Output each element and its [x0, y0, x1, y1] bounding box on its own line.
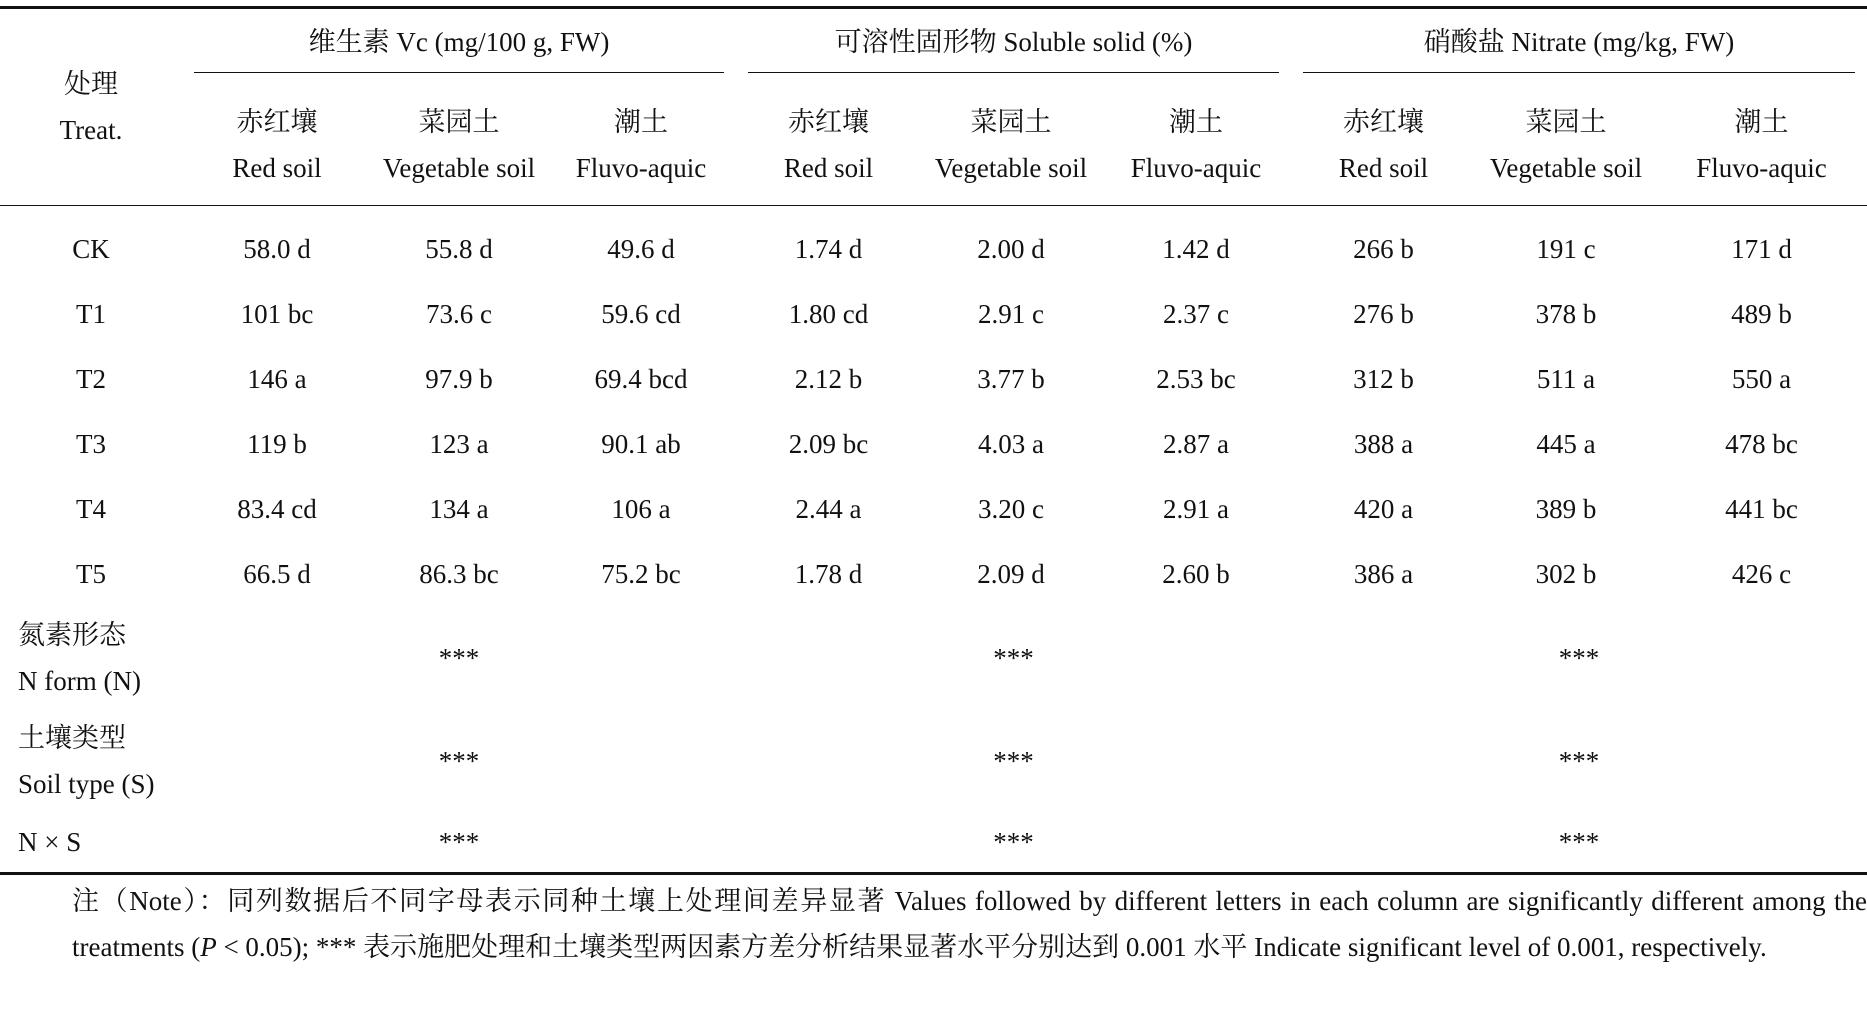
treat-cell: T5: [76, 558, 106, 589]
value-cell: 426 c: [1731, 558, 1792, 589]
value-cell: 388 a: [1353, 428, 1414, 459]
value-cell: 2.60 b: [1162, 558, 1230, 589]
treat-cell: T3: [76, 428, 106, 459]
value-cell: 191 c: [1536, 233, 1596, 264]
value-cell: 66.5 d: [243, 558, 311, 589]
value-cell: 73.6 c: [426, 298, 492, 329]
significance-cell: ***: [736, 812, 1291, 874]
significance-cell: ***: [438, 642, 480, 673]
table-row: [0, 476, 1867, 541]
value-cell: 266 b: [1353, 233, 1414, 264]
value-cell: 119 b: [247, 428, 307, 459]
soil-header: 菜园土 Vegetable soil: [1476, 85, 1656, 206]
value-cell: 101 bc: [240, 298, 314, 329]
treat-header: [0, 9, 182, 206]
soil-header: 潮土 Fluvo-aquic: [546, 85, 736, 206]
value-cell: 445 a: [1536, 428, 1596, 459]
table-row: [0, 281, 1867, 346]
value-cell: 2.91 a: [1163, 493, 1229, 524]
value-cell: 49.6 d: [607, 233, 675, 264]
value-cell: 441 bc: [1725, 493, 1798, 524]
significance-cell: ***: [1558, 745, 1600, 776]
value-cell: 171 d: [1731, 233, 1792, 264]
significance-cell: ***: [993, 745, 1034, 776]
factor-label: N × S: [0, 812, 182, 874]
value-cell: 1.74 d: [794, 233, 863, 264]
value-cell: 59.6 cd: [601, 298, 681, 329]
treat-cell: CK: [72, 233, 110, 264]
significance-cell: ***: [1558, 642, 1600, 673]
value-cell: 1.78 d: [794, 558, 863, 589]
value-cell: 386 a: [1353, 558, 1414, 589]
treat-cell: T1: [76, 298, 106, 329]
value-cell: 75.2 bc: [601, 558, 681, 589]
treat-cell: T4: [76, 493, 106, 524]
table-row: [0, 206, 1867, 282]
soil-header: 菜园土 Vegetable soil: [372, 85, 546, 206]
note-text: 注（Note）：同列数据后不同字母表示同种土壤上处理间差异显著 Values followed by different letters in each column are significantly different among the treatments (P < 0.05); *** 表示施肥处理和土壤类型两因素方差分析结果显著水平分别达到 0.001 水平 Indicate significant level of 0.001, respectively.: [72, 886, 1867, 962]
table-row: [0, 541, 1867, 606]
factor-row-interaction: [0, 812, 1867, 874]
factor-row-n-form: [0, 606, 1867, 709]
value-cell: 312 b: [1353, 363, 1414, 394]
value-cell: 3.20 c: [978, 493, 1044, 524]
value-cell: 478 bc: [1725, 428, 1798, 459]
value-cell: 2.37 c: [1163, 298, 1229, 329]
treat-cell: T2: [76, 363, 106, 394]
value-cell: 420 a: [1353, 493, 1414, 524]
factor-label: 氮素形态 N form (N): [18, 619, 141, 696]
soil-header: 赤红壤 Red soil: [736, 85, 921, 206]
table-row: [0, 411, 1867, 476]
value-cell: 550 a: [1731, 363, 1792, 394]
factor-label: 土壤类型 Soil type (S): [18, 722, 155, 799]
value-cell: 146 a: [247, 363, 307, 394]
value-cell: 1.42 d: [1162, 233, 1230, 264]
value-cell: 276 b: [1353, 298, 1414, 329]
group-header-soluble-solid: 可溶性固形物 Soluble solid (%): [736, 9, 1291, 85]
value-cell: 489 b: [1731, 298, 1792, 329]
table-row: [0, 346, 1867, 411]
treat-header-cn: 处理: [64, 69, 118, 99]
value-cell: 378 b: [1535, 298, 1597, 329]
value-cell: 69.4 bcd: [594, 363, 688, 394]
soil-header: 潮土 Fluvo-aquic: [1656, 85, 1867, 206]
value-cell: 2.09 d: [977, 558, 1045, 589]
group-header-vc: 维生素 Vc (mg/100 g, FW): [182, 9, 736, 85]
value-cell: 90.1 ab: [601, 428, 681, 459]
value-cell: 123 a: [429, 428, 489, 459]
value-cell: 58.0 d: [243, 233, 311, 264]
soil-header: 潮土 Fluvo-aquic: [1101, 85, 1291, 206]
value-cell: 97.9 b: [425, 363, 493, 394]
value-cell: 3.77 b: [977, 363, 1045, 394]
value-cell: 134 a: [429, 493, 489, 524]
table-note: [0, 878, 1867, 970]
soil-header: 赤红壤 Red soil: [182, 85, 372, 206]
value-cell: 389 b: [1535, 493, 1597, 524]
value-cell: 55.8 d: [425, 233, 493, 264]
value-cell: 1.80 cd: [788, 298, 869, 329]
soil-header: 赤红壤 Red soil: [1291, 85, 1476, 206]
results-table: [0, 6, 1867, 875]
significance-cell: ***: [1291, 812, 1867, 874]
significance-cell: ***: [182, 812, 736, 874]
value-cell: 2.12 b: [794, 363, 863, 394]
value-cell: 2.44 a: [795, 493, 862, 524]
value-cell: 302 b: [1535, 558, 1597, 589]
soil-header: 菜园土 Vegetable soil: [921, 85, 1101, 206]
value-cell: 2.09 bc: [788, 428, 869, 459]
value-cell: 4.03 a: [978, 428, 1044, 459]
value-cell: 2.00 d: [977, 233, 1045, 264]
value-cell: 2.53 bc: [1156, 363, 1236, 394]
value-cell: 2.91 c: [978, 298, 1044, 329]
value-cell: 86.3 bc: [419, 558, 499, 589]
treat-header-en: Treat.: [59, 115, 123, 145]
value-cell: 511 a: [1536, 363, 1596, 394]
significance-cell: ***: [438, 745, 480, 776]
value-cell: 83.4 cd: [237, 493, 317, 524]
value-cell: 106 a: [611, 493, 671, 524]
factor-row-soil-type: [0, 709, 1867, 812]
p-symbol: P: [200, 932, 217, 962]
value-cell: 2.87 a: [1163, 428, 1229, 459]
group-header-nitrate: 硝酸盐 Nitrate (mg/kg, FW): [1291, 9, 1867, 85]
significance-cell: ***: [993, 642, 1034, 673]
